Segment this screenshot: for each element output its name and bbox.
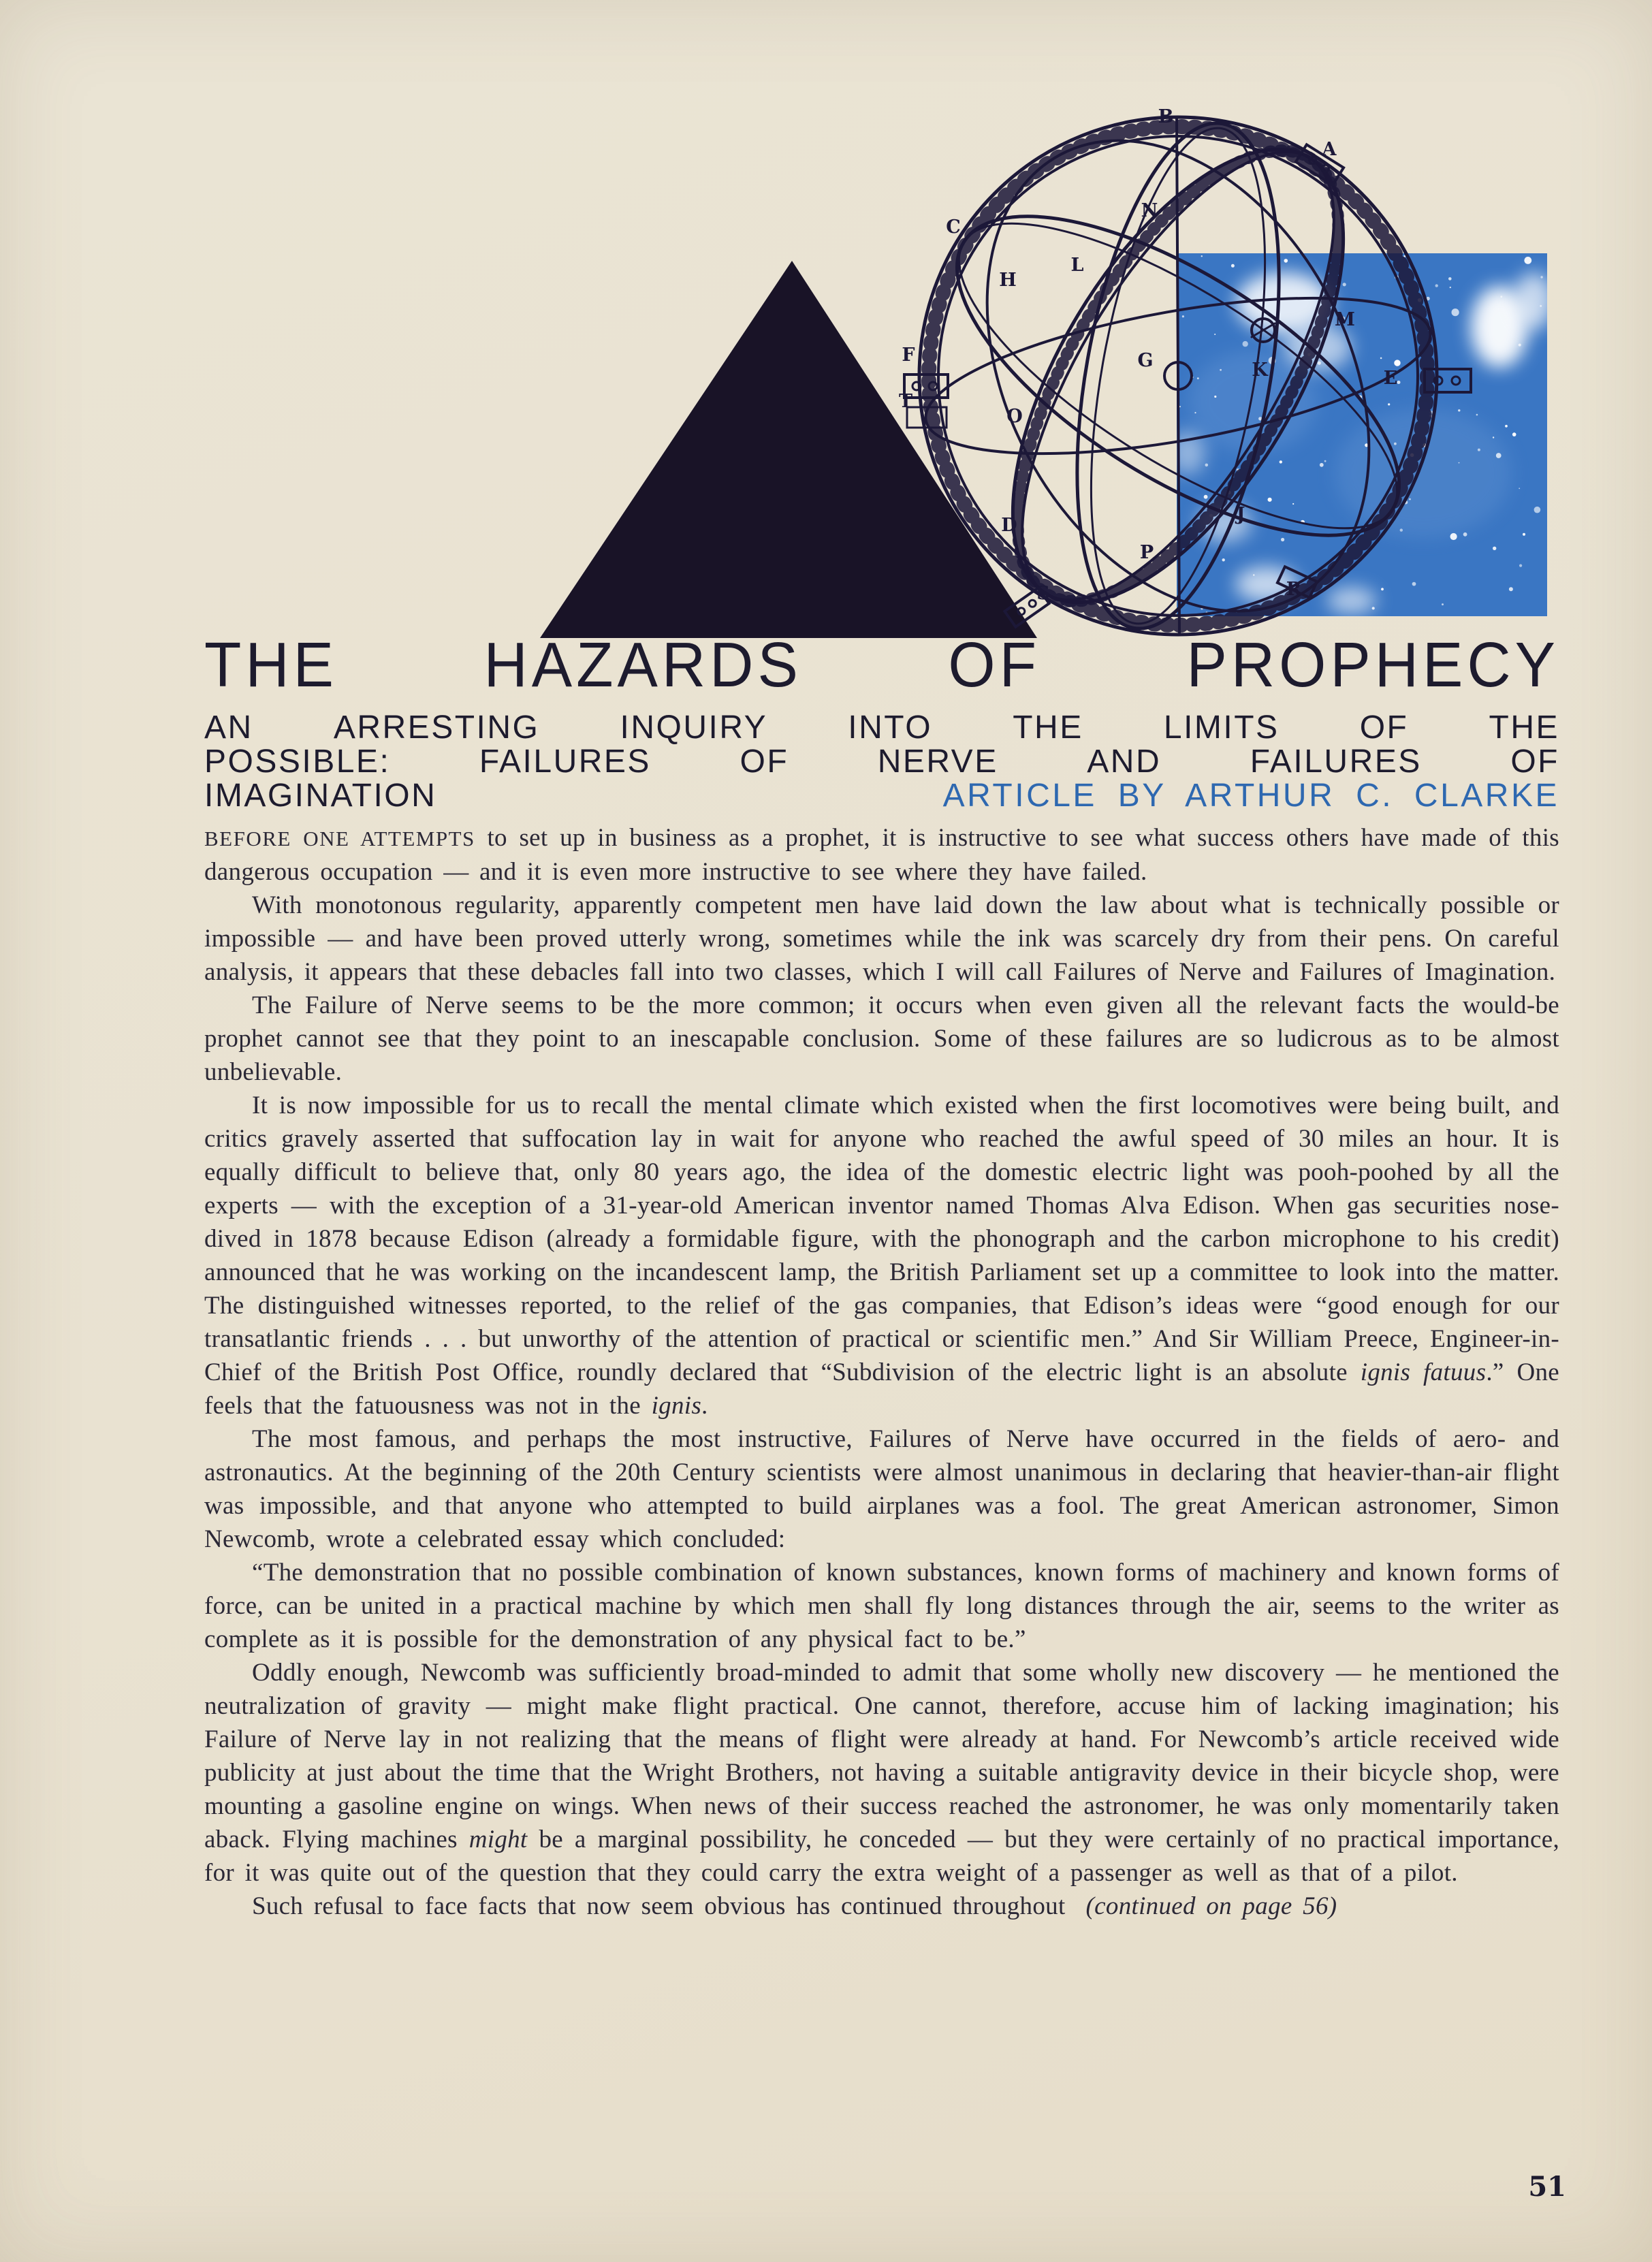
pyramid-triangle (540, 261, 1037, 638)
word: INQUIRY (620, 710, 768, 746)
sphere-letter-K: K (1252, 360, 1268, 381)
subtitle-imagination: IMAGINATION (204, 778, 437, 814)
word: AND (1087, 744, 1162, 780)
paragraph: It is now impossible for us to recall the mental climate which existed when the first locomotives were being built, and critics gravely asserted that suffocation lay in wait for anyone who reached the awful speed of 30 miles an hour. It is equally difficult to believe that, only 80 years ago, the idea of the domestic electric light was pooh-poohed by all the experts — with the exception of a 31-year-old American inventor named Thomas Alva Edison. When gas securities nose-dived in 1878 because Edison (already a formidable figure, with the phonograph and the carbon microphone to his credit) announced that he was working on the incandescent lamp, the British Parliament set up a committee to look into the matter. The distinguished witnesses reported, to the relief of the gas companies, that Edison’s ideas were “good enough for our transatlantic friends . . . but unworthy of the attention of practical or scientific men.” And Sir William Preece, Engineer-in-Chief of the British Post Office, roundly declared that “Subdivision of the electric light is an absolute ignis fatuus.” One feels that the fatuousness was not in the ignis. (204, 1092, 1559, 1420)
sphere-letter-B: B (1158, 106, 1174, 127)
sphere-letter-F: F (902, 345, 915, 366)
paragraph: The Failure of Nerve seems to be the more common; it occurs when even given all the relevant facts the would-be prophet cannot see that they point to an inescapable conclusion. Some of these failures are so ludicrous as to be almost unbelievable. (204, 991, 1559, 1086)
sphere-letter-O: O (1006, 406, 1023, 427)
word: LIMITS (1163, 710, 1280, 746)
word: INTO (848, 710, 933, 746)
sphere-letter-P: P (1139, 542, 1154, 563)
lead-in: BEFORE ONE ATTEMPTS (204, 827, 475, 850)
subtitle-line-2 (204, 745, 1559, 779)
sphere-letter-D: D (1001, 515, 1017, 536)
page-number: 51 (1528, 2171, 1566, 2203)
sphere-letter-E: E (1383, 368, 1398, 389)
page-title (204, 628, 1559, 700)
article-subtitle (204, 711, 1559, 813)
sphere-letter-T: T (898, 391, 913, 412)
subtitle-line-1 (204, 711, 1559, 745)
paragraph: Oddly enough, Newcomb was sufficiently broad-minded to admit that some wholly new discovery — he mentioned the neutralization of gravity — might make flight practical. One cannot, therefore, accuse him of lacking imagination; his Failure of Nerve lay in not realizing that the means of flight were already at hand. For Newcomb’s article received wide publicity at just about the time that the Wright Brothers, not having a suitable antigravity device in their bicycle shop, were mounting a gasoline engine on wings. When news of their success reached the astronomer, he was only momentarily taken aback. Flying machines might be a marginal possibility, he conceded — but they were certainly of no practical importance, for it was quite out of the question that they could carry the extra weight of a passenger as well as that of a pilot. (204, 1659, 1560, 1887)
word: OF (948, 628, 1041, 700)
word: THE (1013, 710, 1083, 746)
sphere-letter-J: J (1236, 504, 1245, 525)
word: THE (1489, 710, 1559, 746)
word: THE (204, 628, 338, 700)
word: FAILURES (1250, 744, 1422, 780)
word: OF (740, 744, 789, 780)
sphere-letter-A: A (1322, 139, 1337, 160)
word: POSSIBLE: (204, 744, 391, 780)
subtitle-line-3 (204, 779, 1559, 813)
word: HAZARDS (483, 628, 802, 700)
continued-note: (continued on page 56) (1085, 1892, 1337, 1920)
sphere-letter-L: L (1070, 255, 1084, 276)
byline: ARTICLE BY ARTHUR C. CLARKE (942, 778, 1559, 814)
illustration (504, 102, 1566, 647)
paragraph: Such refusal to face facts that now seem obvious has continued throughout (continued on page 56) (252, 1892, 1337, 1920)
paragraph: “The demonstration that no possible combination of known substances, known forms of machinery and known forms of force, can be united in a practical machine by which men shall fly long distances through the air, seems to the writer as complete as it is possible for the demonstration of any physical fact to be.” (204, 1559, 1559, 1653)
paragraph: With monotonous regularity, apparently competent men have laid down the law about what is technically possible or impossible — and have been proved utterly wrong, sometimes while the ink was scarcely dry from their pens. On careful analysis, it appears that these debacles fall into two classes, which I will call Failures of Nerve and Failures of Imagination. (204, 891, 1559, 986)
word: OF (1359, 710, 1409, 746)
word: OF (1510, 744, 1559, 780)
paragraph: BEFORE ONE ATTEMPTS to set up in business as a prophet, it is instructive to see what success others have made of this dangerous occupation — and it is even more instructive to see where they have failed. (204, 824, 1559, 886)
word: ARRESTING (333, 710, 540, 746)
sphere-letter-S: S (1036, 583, 1050, 604)
word: FAILURES (479, 744, 651, 780)
sphere-letter-C: C (946, 217, 961, 238)
sphere-letter-M: M (1335, 309, 1355, 330)
sphere-letter-H: H (999, 270, 1017, 291)
word: PROPHECY (1186, 628, 1559, 700)
word: AN (204, 710, 253, 746)
sphere-letter-R: R (1286, 579, 1302, 600)
sphere-letter-G: G (1137, 350, 1154, 371)
article-body (204, 821, 1559, 1923)
word: NERVE (877, 744, 998, 780)
paragraph: The most famous, and perhaps the most instructive, Failures of Nerve have occurred in the fields of aero- and astronautics. At the beginning of the 20th Century scientists were almost unanimous in declaring that heavier-than-air flight was impossible, and that anyone who attempted to build airplanes was a fool. The great American astronomer, Simon Newcomb, wrote a celebrated essay which concluded: (204, 1425, 1559, 1553)
text-column (204, 628, 1560, 1923)
sphere-letter-N: N (1141, 200, 1158, 221)
